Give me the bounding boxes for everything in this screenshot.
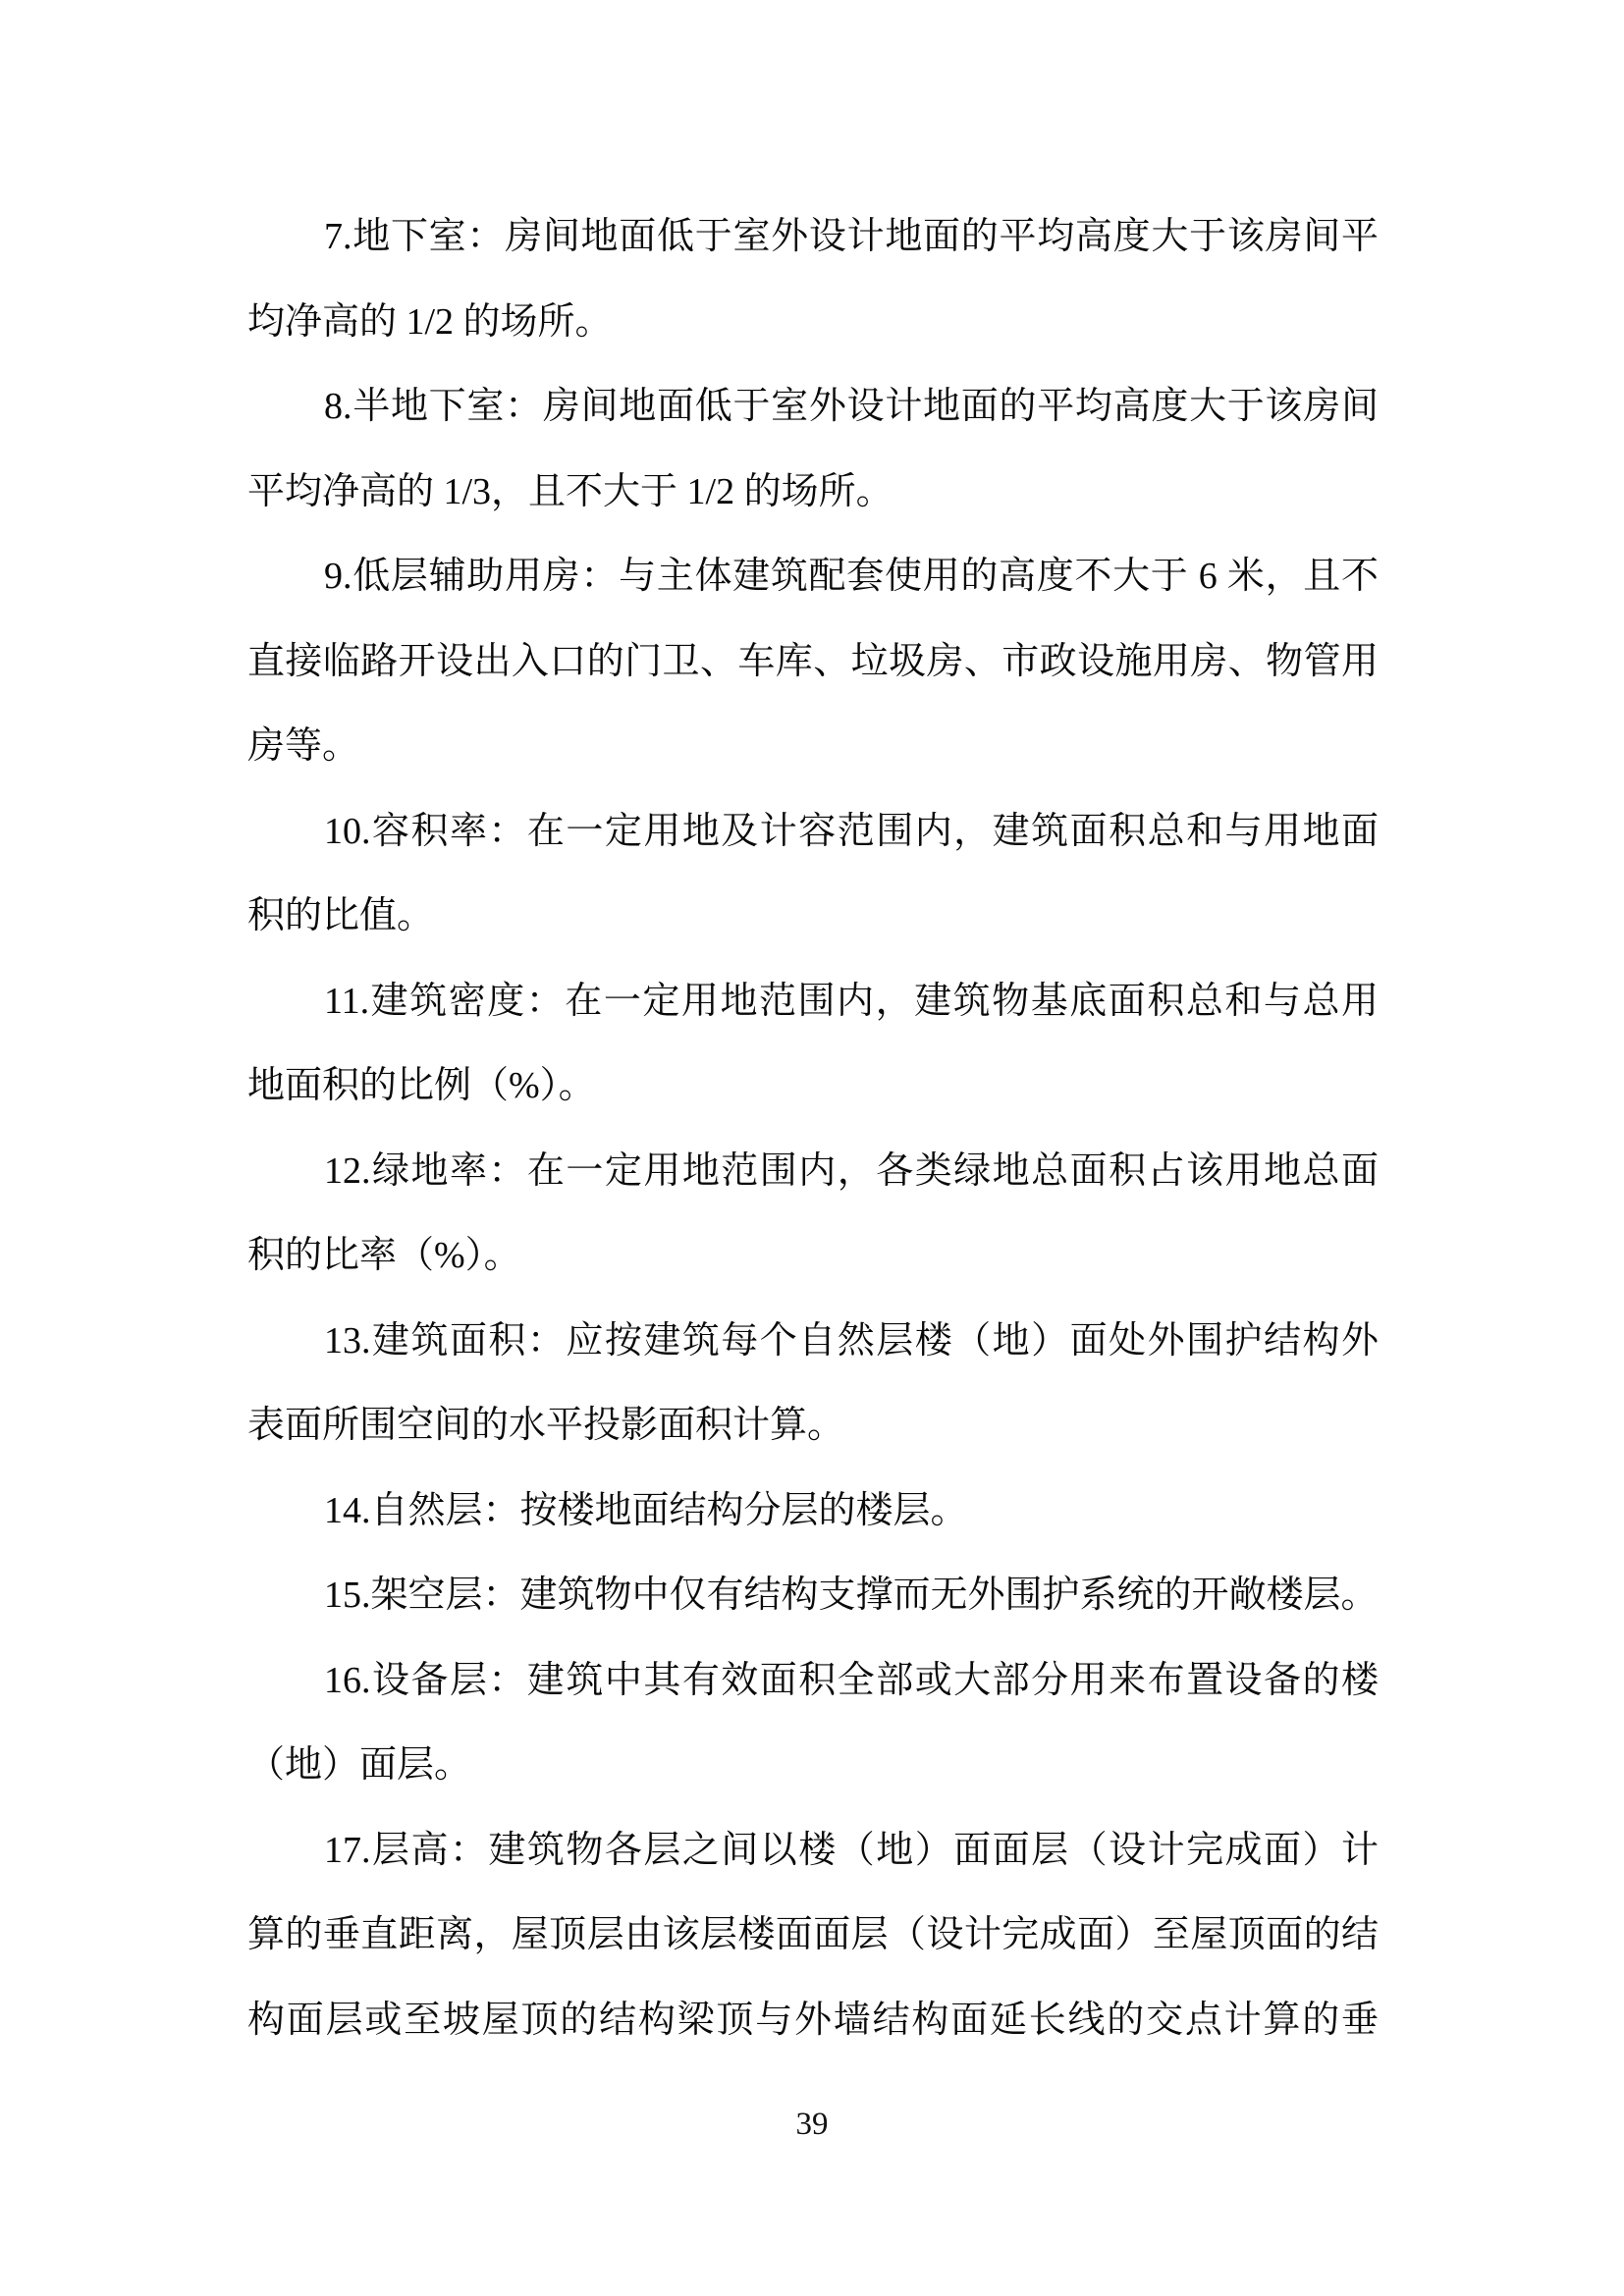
definition-paragraph — [247, 534, 1379, 789]
paragraph-line: 均净高的 1/2 的场所。 — [247, 300, 613, 343]
paragraph-line: 积的比率（%）。 — [247, 1235, 521, 1276]
paragraph-line: 12.绿地率：在一定用地范围内，各类绿地总面积占该用地总面 — [324, 1149, 1379, 1192]
document-body — [247, 194, 1379, 2062]
page-number: 39 — [795, 2107, 829, 2142]
paragraph-line: 10.容积率：在一定用地及计容范围内，建筑面积总和与用地面 — [324, 810, 1379, 852]
paragraph-line: 9.低层辅助用房：与主体建筑配套使用的高度不大于 6 米，且不 — [324, 556, 1379, 597]
paragraph-line: 14.自然层：按楼地面结构分层的楼层。 — [324, 1489, 968, 1531]
definition-paragraph — [247, 1299, 1379, 1468]
paragraph-line: 表面所围空间的水平投影面积计算。 — [247, 1405, 845, 1446]
paragraph-line: 积的比值。 — [247, 895, 435, 936]
paragraph-line: 11.建筑密度：在一定用地范围内，建筑物基底面积总和与总用 — [324, 980, 1379, 1022]
definition-paragraph — [247, 194, 1379, 364]
definition-paragraph — [247, 959, 1379, 1129]
paragraph-line: 房等。 — [247, 725, 360, 767]
paragraph-line: 13.建筑面积：应按建筑每个自然层楼（地）面处外围护结构外 — [324, 1319, 1379, 1362]
definition-paragraph — [247, 1129, 1379, 1299]
paragraph-line: 算的垂直距离，屋顶层由该层楼面面层（设计完成面）至屋顶面的结 — [247, 1914, 1379, 1955]
paragraph-line: 15.架空层：建筑物中仅有结构支撑而无外围护系统的开敞楼层。 — [324, 1575, 1379, 1616]
paragraph-line: 构面层或至坡屋顶的结构梁顶与外墙结构面延长线的交点计算的垂 — [247, 1999, 1379, 2041]
definition-paragraph — [247, 1808, 1379, 2063]
paragraph-line: 8.半地下室：房间地面低于室外设计地面的平均高度大于该房间 — [324, 386, 1379, 427]
definition-paragraph — [247, 789, 1379, 959]
definition-paragraph — [247, 1638, 1379, 1808]
paragraph-line: 直接临路开设出入口的门卫、车库、垃圾房、市政设施用房、物管用 — [247, 640, 1379, 682]
definition-paragraph — [247, 1468, 1379, 1554]
paragraph-line: 17.层高：建筑物各层之间以楼（地）面面层（设计完成面）计 — [324, 1829, 1379, 1871]
paragraph-line: 地面积的比例（%）。 — [247, 1065, 596, 1106]
paragraph-line: 16.设备层：建筑中其有效面积全部或大部分用来布置设备的楼 — [324, 1659, 1379, 1701]
definition-paragraph — [247, 364, 1379, 534]
paragraph-line: 7.地下室：房间地面低于室外设计地面的平均高度大于该房间平 — [324, 216, 1379, 257]
paragraph-line: （地）面层。 — [247, 1744, 472, 1786]
definition-paragraph — [247, 1553, 1379, 1638]
paragraph-line: 平均净高的 1/3，且不大于 1/2 的场所。 — [247, 470, 893, 512]
